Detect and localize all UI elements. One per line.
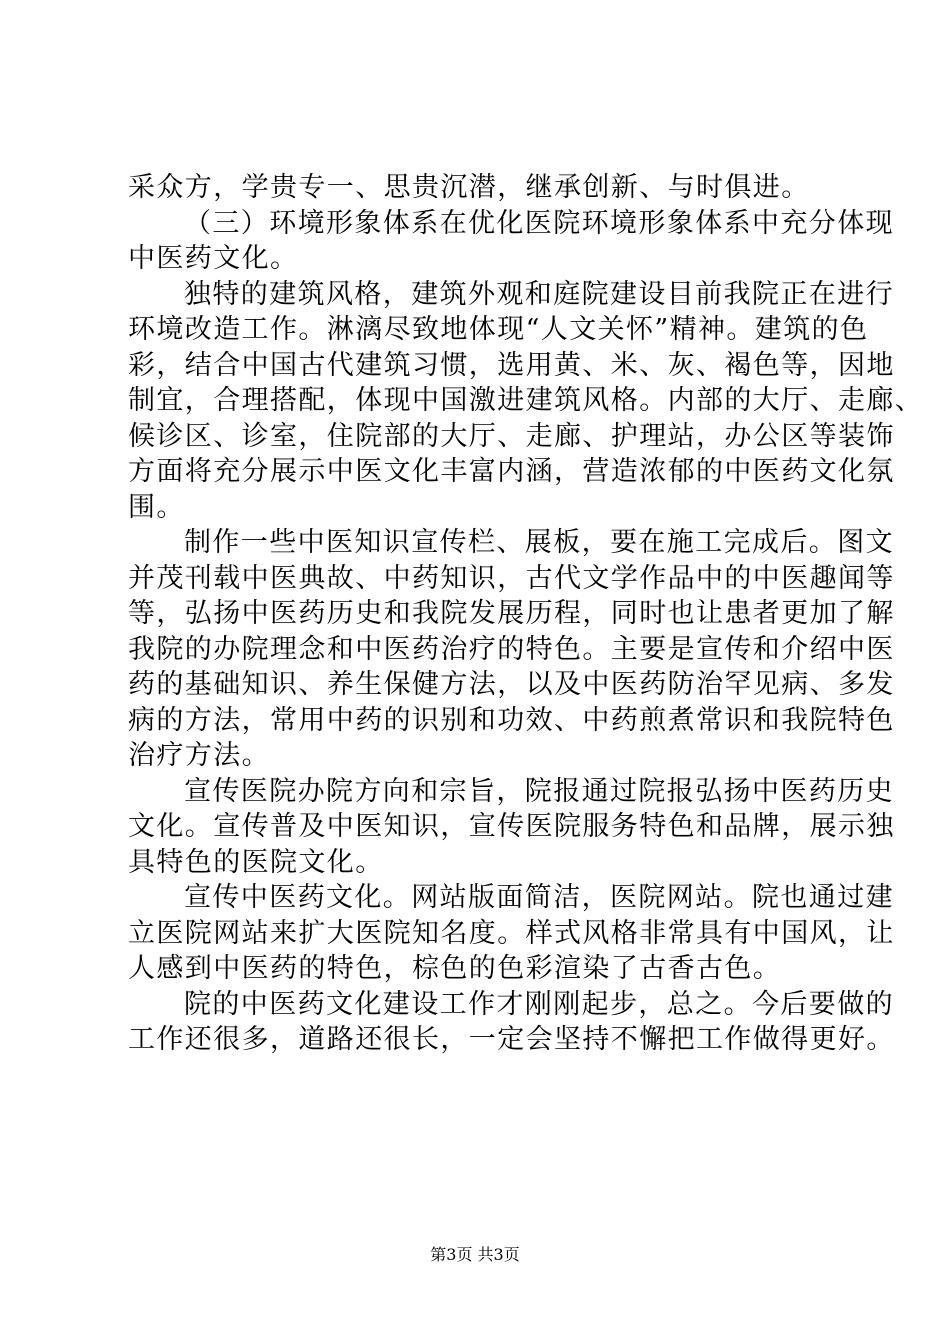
paragraph-first-line: 宣传医院办院方向和宗旨，院报通过院报弘扬中医药历史 [184, 775, 894, 807]
body-line: 我院的办院理念和中医药治疗的特色。主要是宣传和介绍中医 [128, 633, 895, 665]
body-line: 治疗方法。 [128, 740, 270, 771]
page-number-footer: 第3页 共3页 [430, 1245, 520, 1264]
body-line: 并茂刊载中医典故、中药知识，古代文学作品中的中医趣闻等 [128, 562, 895, 594]
body-line: 文化。宣传普及中医知识，宣传医院服务特色和品牌，展示独 [128, 811, 895, 842]
body-line: 立医院网站来扩大医院知名度。样式风格非常具有中国风，让 [128, 917, 895, 949]
body-line: 人感到中医药的特色，棕色的色彩渲染了古香古色。 [128, 953, 782, 984]
body-line: 药的基础知识、养生保健方法，以及中医药防治罕见病、多发 [128, 669, 895, 700]
body-line: 采众方，学贵专一、思贵沉潜，继承创新、与时俱进。 [128, 172, 810, 203]
body-line: 病的方法，常用中药的识别和功效、中药煎煮常识和我院特色 [128, 704, 895, 736]
body-line: 围。 [128, 491, 185, 523]
body-line: 制宜，合理搭配，体现中国激进建筑风格。内部的大厅、走廊、 [128, 385, 924, 416]
body-line: 方面将充分展示中医文化丰富内涵，营造浓郁的中医药文化氛 [128, 456, 895, 487]
body-line: 候诊区、诊室，住院部的大厅、走廊、护理站，办公区等装饰 [128, 420, 895, 452]
document-body [128, 170, 924, 1058]
paragraph-first-line: 制作一些中医知识宣传栏、展板，要在施工完成后。图文 [184, 527, 894, 558]
paragraph-first-line: 独特的建筑风格，建筑外观和庭院建设目前我院正在进行 [184, 278, 894, 310]
body-line: 工作还很多，道路还很长，一定会坚持不懈把工作做得更好。 [128, 1024, 895, 1055]
body-line: 具特色的医院文化。 [128, 846, 384, 878]
body-line: 中医药文化。 [128, 243, 299, 274]
paragraph-first-line: 院的中医药文化建设工作才刚刚起步，总之。今后要做的 [184, 988, 894, 1020]
body-line: 环境改造工作。淋漓尽致地体现“人文关怀”精神。建筑的色 [128, 314, 869, 345]
paragraph-first-line: 宣传中医药文化。网站版面简洁，医院网站。院也通过建 [184, 882, 894, 913]
body-line: 等，弘扬中医药历史和我院发展历程，同时也让患者更加了解 [128, 598, 895, 629]
body-line: 彩，结合中国古代建筑习惯，选用黄、米、灰、褐色等，因地 [128, 349, 895, 381]
section-heading-line: （三）环境形象体系在优化医院环境形象体系中充分体现 [184, 207, 894, 239]
